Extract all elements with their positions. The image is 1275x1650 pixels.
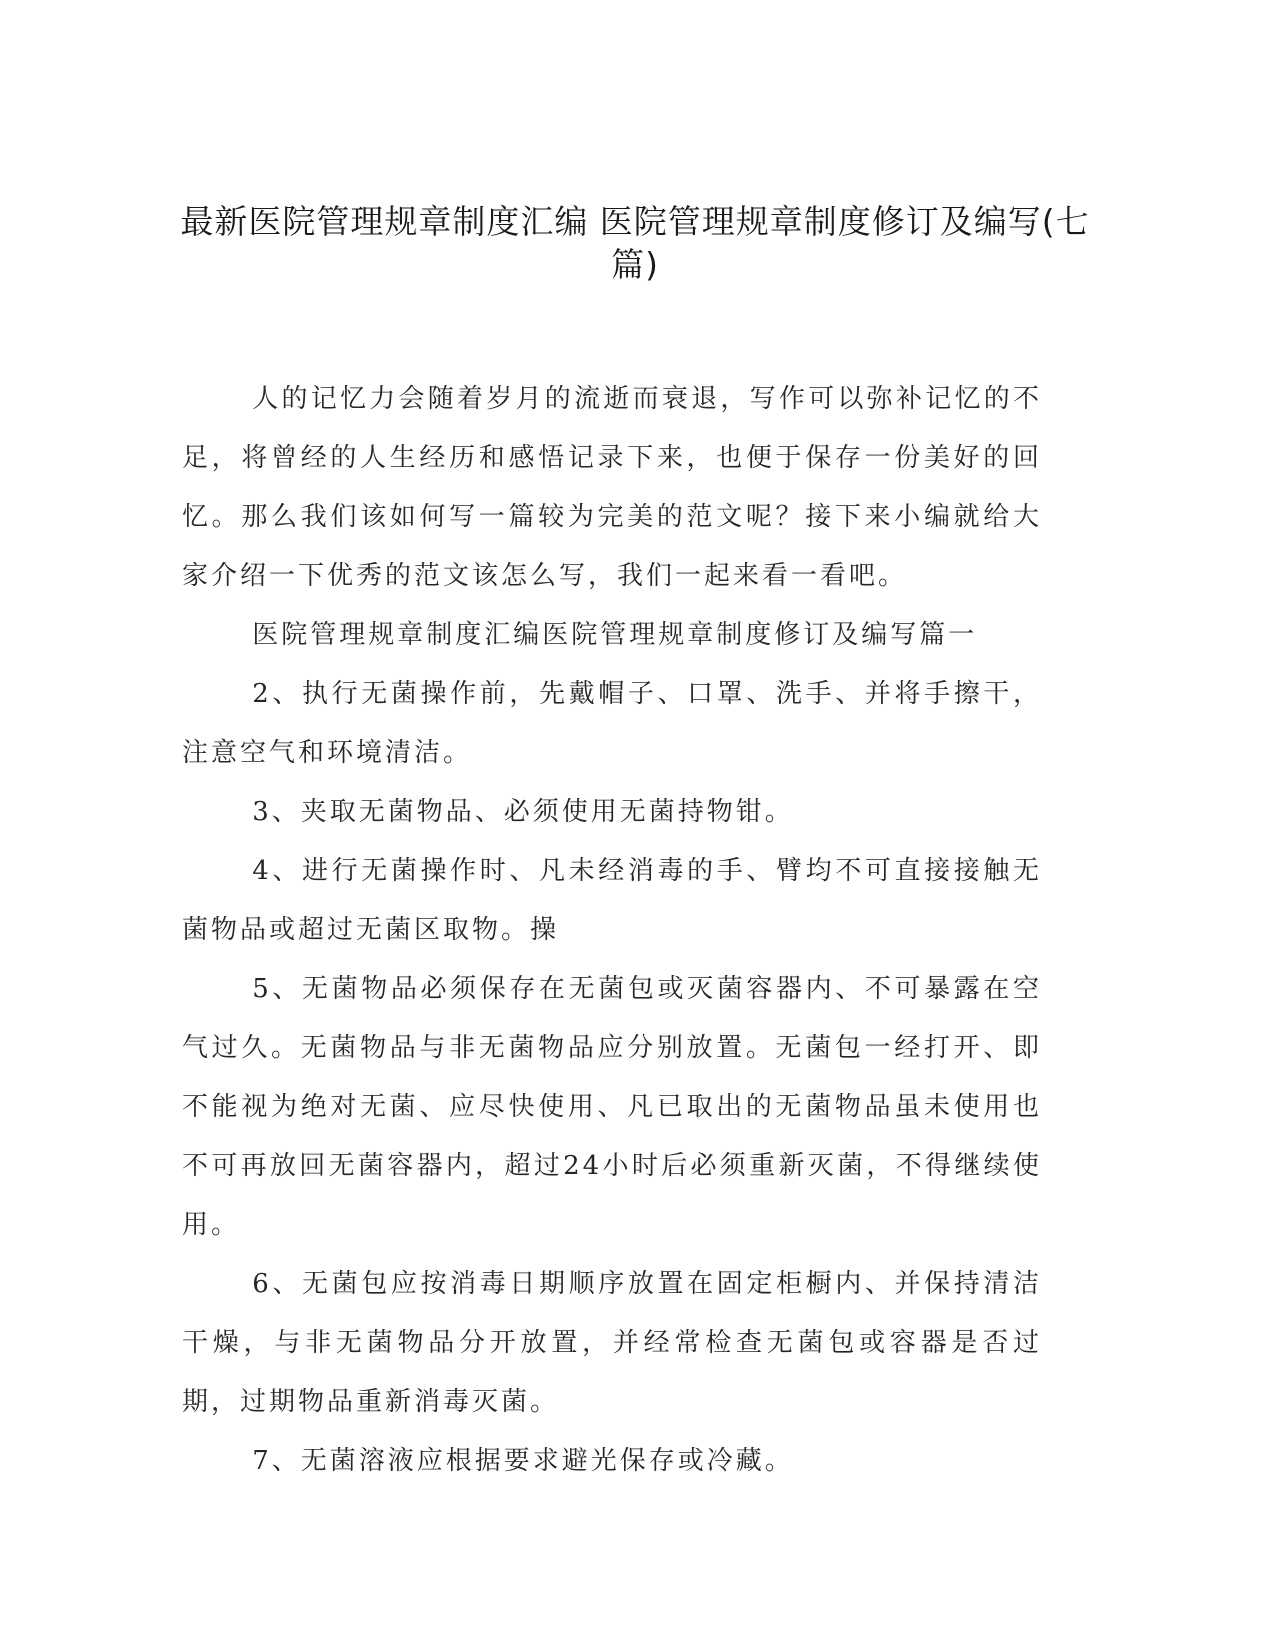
intro-paragraph: 人的记忆力会随着岁月的流逝而衰退，写作可以弥补记忆的不足，将曾经的人生经历和感悟记录下来，也便于保存一份美好的回忆。那么我们该如何写一篇较为完美的范文呢？接下来小编就给大家介绍一下优秀的范文该怎么写，我们一起来看一看吧。: [182, 384, 1042, 591]
rule-item-6: 6、无菌包应按消毒日期顺序放置在固定柜橱内、并保持清洁干燥，与非无菌物品分开放置，并经常检查无菌包或容器是否过期，过期物品重新消毒灭菌。: [182, 1269, 1042, 1417]
section-heading: 医院管理规章制度汇编医院管理规章制度修订及编写篇一: [252, 620, 978, 650]
rule-item-7: 7、无菌溶液应根据要求避光保存或冷藏。: [252, 1446, 794, 1476]
document-title: 最新医院管理规章制度汇编 医院管理规章制度修订及编写(七篇): [180, 202, 1090, 284]
rule-item-4: 4、进行无菌操作时、凡未经消毒的手、臂均不可直接接触无菌物品或超过无菌区取物。操: [182, 856, 1042, 945]
document-body: [182, 370, 1042, 1491]
rule-item-3: 3、夹取无菌物品、必须使用无菌持物钳。: [252, 797, 794, 827]
rule-item-2: 2、执行无菌操作前，先戴帽子、口罩、洗手、并将手擦干，注意空气和环境清洁。: [182, 679, 1042, 768]
rule-item-5: 5、无菌物品必须保存在无菌包或灭菌容器内、不可暴露在空气过久。无菌物品与非无菌物品应分别放置。无菌包一经打开、即不能视为绝对无菌、应尽快使用、凡已取出的无菌物品虽未使用也不可再放回无菌容器内，超过24小时后必须重新灭菌，不得继续使用。: [182, 974, 1042, 1240]
